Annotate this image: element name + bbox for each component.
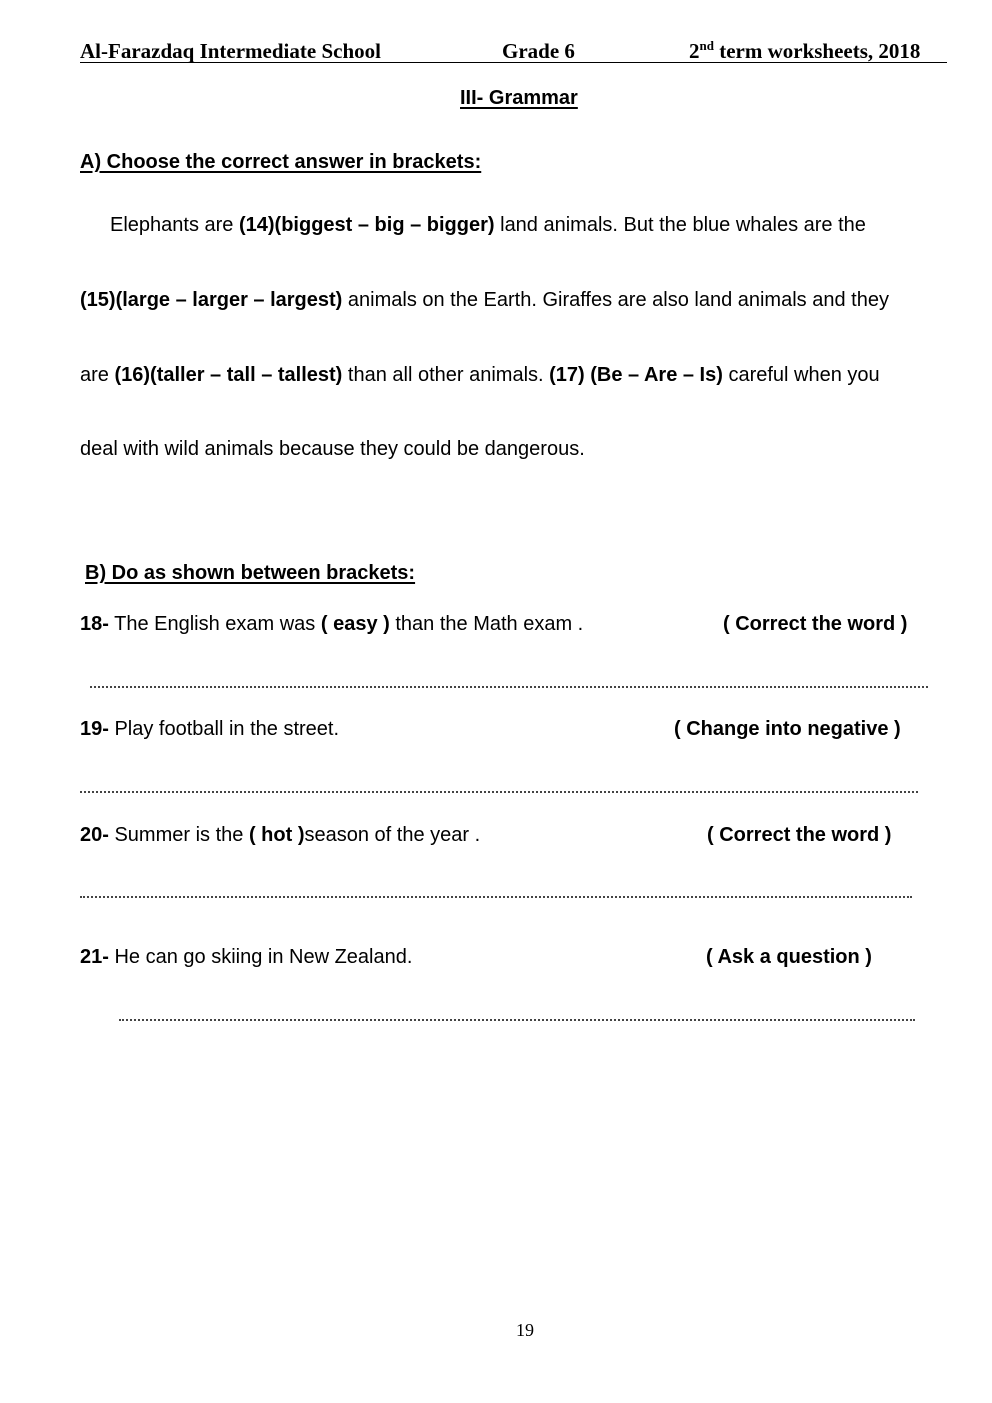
paragraph-line-4: deal with wild animals because they could be dangerous. bbox=[80, 438, 585, 460]
line1-text-1: Elephants are bbox=[110, 214, 239, 236]
blank-17-options: (17) (Be – Are – Is) bbox=[549, 364, 723, 386]
school-name: Al-Farazdaq Intermediate School bbox=[80, 39, 381, 63]
answer-line-18[interactable] bbox=[90, 686, 928, 688]
question-21-number: 21- bbox=[80, 946, 109, 968]
question-21-text-1: He can go skiing in New Zealand. bbox=[108, 946, 413, 968]
header-underline bbox=[80, 62, 947, 63]
blank-14-options: (14)(biggest – big – bigger) bbox=[238, 214, 495, 236]
question-20-number: 20- bbox=[80, 824, 109, 846]
question-20-text-2: season of the year . bbox=[304, 824, 481, 846]
line3-text-1: are bbox=[80, 364, 115, 386]
line3-text-3: careful when you bbox=[722, 364, 880, 386]
paragraph-line-1 bbox=[110, 213, 866, 237]
question-20-target-word: ( hot ) bbox=[248, 824, 305, 846]
paragraph-line-2 bbox=[80, 288, 889, 312]
page-number: 19 bbox=[516, 1320, 534, 1340]
question-18-text-1: The English exam was bbox=[108, 613, 321, 635]
question-20 bbox=[80, 823, 480, 847]
question-20-text-1: Summer is the bbox=[108, 824, 249, 846]
answer-line-19[interactable] bbox=[80, 791, 918, 793]
question-18-target-word: ( easy ) bbox=[320, 613, 390, 635]
section-a-heading: A) Choose the correct answer in brackets: bbox=[80, 151, 482, 173]
question-18 bbox=[80, 612, 583, 636]
term-suffix: nd bbox=[699, 38, 714, 53]
question-18-number: 18- bbox=[80, 613, 109, 635]
line2-text-1: animals on the Earth. Giraffes are also land animals and they bbox=[342, 289, 889, 311]
blank-16-options: (16)(taller – tall – tallest) bbox=[114, 364, 343, 386]
line1-text-2: land animals. But the blue whales are the bbox=[494, 214, 866, 236]
question-19 bbox=[80, 717, 339, 741]
question-19-number: 19- bbox=[80, 718, 109, 740]
answer-line-21[interactable] bbox=[119, 1019, 915, 1021]
line3-text-2: than all other animals. bbox=[342, 364, 550, 386]
question-18-instruction: ( Correct the word ) bbox=[723, 613, 908, 635]
answer-line-20[interactable] bbox=[80, 896, 912, 898]
paragraph-line-3 bbox=[80, 363, 880, 387]
question-21-instruction: ( Ask a question ) bbox=[706, 946, 872, 968]
question-20-instruction: ( Correct the word ) bbox=[707, 824, 892, 846]
term-label bbox=[689, 38, 920, 64]
term-text: term worksheets, 2018 bbox=[713, 39, 921, 63]
question-19-instruction: ( Change into negative ) bbox=[674, 718, 901, 740]
question-19-text-1: Play football in the street. bbox=[108, 718, 340, 740]
question-21 bbox=[80, 945, 412, 969]
grade-label: Grade 6 bbox=[502, 39, 575, 63]
question-18-text-2: than the Math exam . bbox=[389, 613, 584, 635]
term-number: 2 bbox=[689, 39, 700, 63]
page-title: III- Grammar bbox=[460, 87, 578, 109]
section-b-heading: B) Do as shown between brackets: bbox=[85, 562, 416, 584]
blank-15-options: (15)(large – larger – largest) bbox=[80, 289, 343, 311]
